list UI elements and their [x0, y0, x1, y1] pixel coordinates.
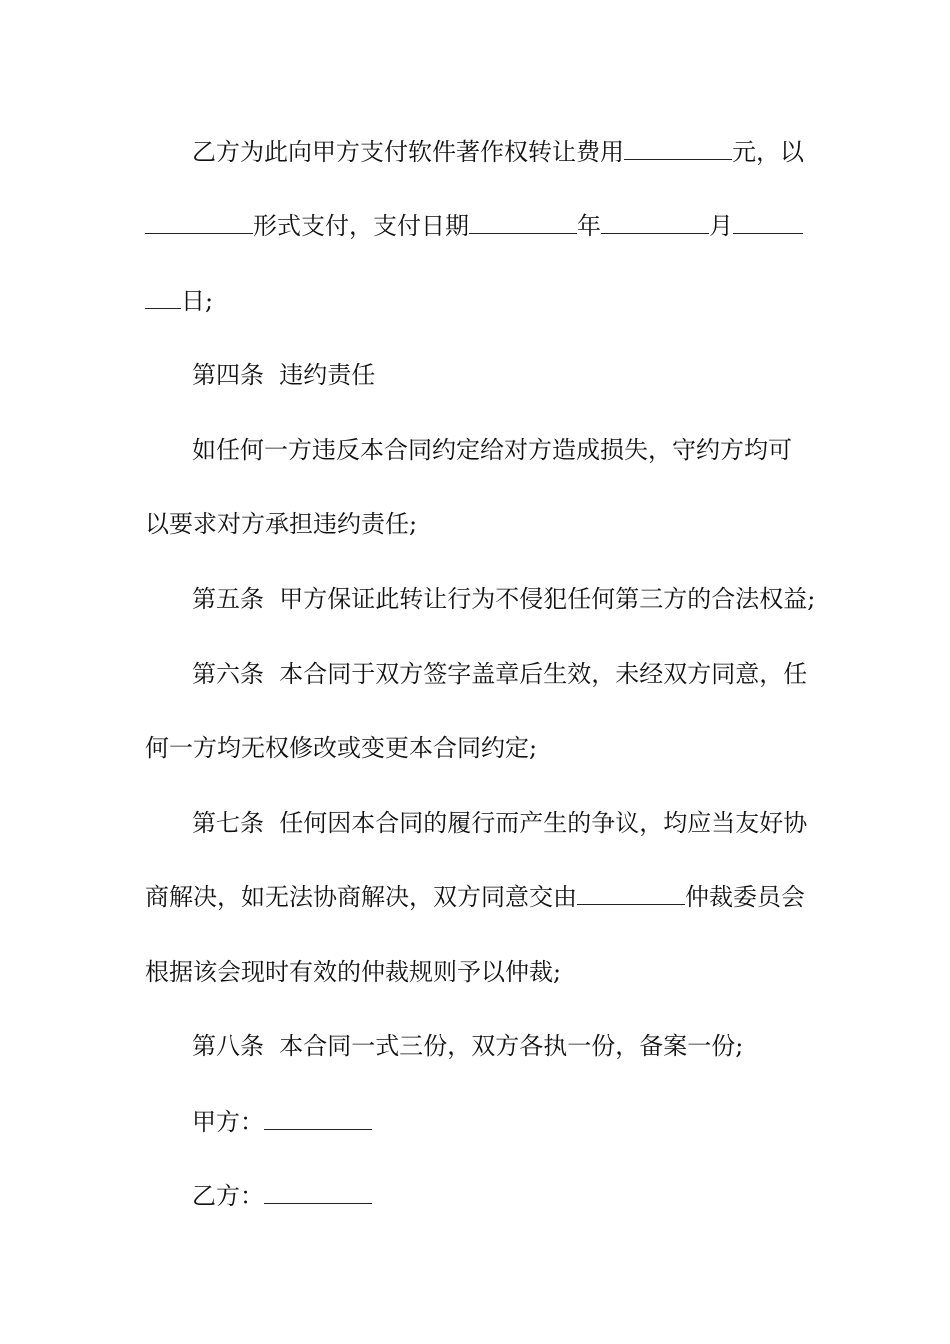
blank-month [601, 211, 709, 234]
article-4-text-1: 如任何一方违反本合同约定给对方造成损失，守约方均可 [192, 436, 792, 464]
party-b-signature [192, 1181, 372, 1211]
payment-date-line [145, 211, 803, 241]
article-6-text-1: 第六条 本合同于双方签字盖章后生效，未经双方同意，任 [192, 660, 808, 688]
text: 甲方： [192, 1108, 264, 1136]
blank-day-part2 [145, 286, 181, 309]
blank-day-part1 [733, 211, 803, 234]
text: 乙方为此向甲方支付软件著作权转让费用 [192, 138, 624, 166]
text: 月 [709, 212, 733, 240]
text: 元，以 [732, 138, 804, 166]
article-7-text-2 [145, 882, 805, 912]
text: 日; [181, 287, 214, 315]
text: 年 [577, 212, 601, 240]
article-4-text-2: 以要求对方承担违约责任; [145, 510, 418, 538]
text: 形式支付，支付日期 [253, 212, 469, 240]
article-5: 第五条 甲方保证此转让行为不侵犯任何第三方的合法权益; [192, 585, 816, 613]
payment-day-line [145, 286, 213, 316]
article-8: 第八条 本合同一式三份，双方各执一份，备案一份; [192, 1032, 744, 1060]
party-a-signature [192, 1107, 372, 1137]
text: 乙方： [192, 1182, 264, 1210]
article-4-heading: 第四条 违约责任 [192, 361, 376, 389]
blank-payment-form [145, 211, 253, 234]
blank-arbitration-commission [577, 882, 685, 905]
blank-year [469, 211, 577, 234]
payment-amount-line [192, 137, 804, 167]
article-7-text-1: 第七条 任何因本合同的履行而产生的争议，均应当友好协 [192, 809, 808, 837]
blank-party-b [264, 1181, 372, 1204]
article-7-text-3: 根据该会现时有效的仲裁规则予以仲裁; [145, 958, 562, 986]
text: 仲裁委员会 [685, 883, 805, 911]
article-6-text-2: 何一方均无权修改或变更本合同约定; [145, 734, 538, 762]
text: 商解决，如无法协商解决，双方同意交由 [145, 883, 577, 911]
blank-amount [624, 137, 732, 160]
blank-party-a [264, 1107, 372, 1130]
